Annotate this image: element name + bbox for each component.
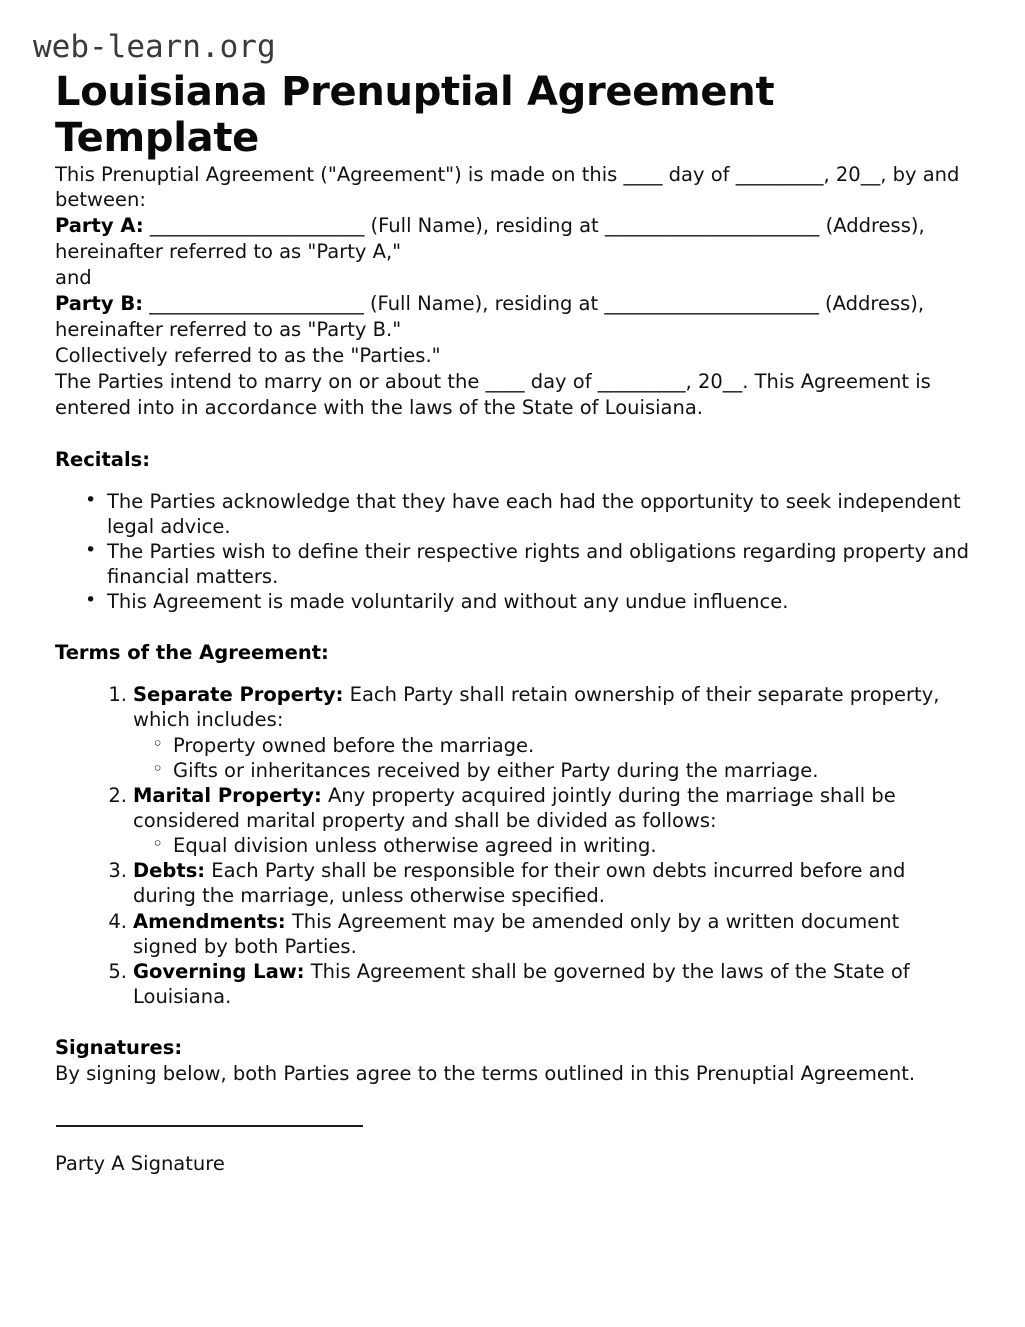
term-title: Marital Property: <box>133 783 322 807</box>
terms-heading: Terms of the Agreement: <box>55 641 329 665</box>
signatures-heading: Signatures: <box>55 1036 183 1060</box>
recitals-heading: Recitals: <box>55 447 151 471</box>
collectively-paragraph: Collectively referred to as the "Parties." <box>55 343 441 367</box>
term-title: Debts: <box>133 859 206 883</box>
party-b-address-blank: ______________________ <box>604 292 819 316</box>
party-b-tail-text: (Address), hereinafter referred to as "Party B." <box>55 292 925 342</box>
party-b-label: Party B: <box>55 292 144 316</box>
intro-paragraph: This Prenuptial Agreement ("Agreement") is made on this ____ day of _________, 20__, by and between: <box>55 162 960 212</box>
list-item <box>133 959 970 1009</box>
term-text: Each Party shall be responsible for their own debts incurred before and during the marriage, unless otherwise specified. <box>133 859 906 908</box>
signatures-statement: By signing below, both Parties agree to the terms outlined in this Prenuptial Agreement. <box>55 1062 916 1086</box>
page-title: Louisiana Prenuptial Agreement Template <box>55 68 775 162</box>
term-title: Amendments: <box>133 909 286 933</box>
recitals-list <box>55 489 970 615</box>
list-item: ◦ Gifts or inheritances received by either Party during the marriage. <box>173 758 970 783</box>
party-a-block <box>55 213 970 265</box>
term-text: Any property acquired jointly during the marriage shall be considered marital property and shall be divided as follows: <box>133 783 896 832</box>
list-item: ◦ Property owned before the marriage. <box>173 733 970 758</box>
list-item: ◦ Equal division unless otherwise agreed in writing. <box>173 833 970 858</box>
list-item <box>133 909 970 959</box>
term-sublist <box>133 833 970 858</box>
party-a-signature-line <box>56 1125 363 1127</box>
conjunction-and: and <box>55 266 92 290</box>
list-item <box>133 858 970 908</box>
party-a-label: Party A: <box>55 214 144 238</box>
party-b-mid-text: (Full Name), residing at <box>369 292 605 316</box>
party-a-name-blank: ______________________ <box>143 214 371 238</box>
party-a-signature-label: Party A Signature <box>55 1151 225 1175</box>
term-sublist <box>133 733 970 783</box>
party-a-tail-text: (Address), hereinafter referred to as "Party A," <box>55 214 925 264</box>
document-body <box>55 162 970 1177</box>
term-text: This Agreement shall be governed by the laws of the State of Louisiana. <box>133 959 910 1008</box>
term-title: Governing Law: <box>133 959 305 983</box>
party-a-mid-text: (Full Name), residing at <box>370 214 605 238</box>
list-item: • This Agreement is made voluntarily and without any undue influence. <box>107 589 970 614</box>
term-title: Separate Property: <box>133 683 344 707</box>
party-b-block <box>55 291 970 343</box>
terms-list <box>55 682 970 1009</box>
list-item <box>133 783 970 858</box>
list-item <box>133 682 970 783</box>
site-brand: web-learn.org <box>33 29 276 65</box>
marriage-intent-paragraph: The Parties intend to marry on or about the ____ day of _________, 20__. This Agreement is entered into in accordance with the laws of the State of Louisiana. <box>55 369 931 419</box>
party-a-address-blank: ______________________ <box>604 214 820 238</box>
term-text: Each Party shall retain ownership of their separate property, which includes: <box>133 683 940 732</box>
term-text: This Agreement may be amended only by a written document signed by both Parties. <box>133 909 900 958</box>
list-item: • The Parties acknowledge that they have each had the opportunity to seek independent legal advice. <box>107 489 970 539</box>
list-item: • The Parties wish to define their respective rights and obligations regarding property and financial matters. <box>107 539 970 589</box>
party-b-name-blank: ______________________ <box>143 292 370 316</box>
